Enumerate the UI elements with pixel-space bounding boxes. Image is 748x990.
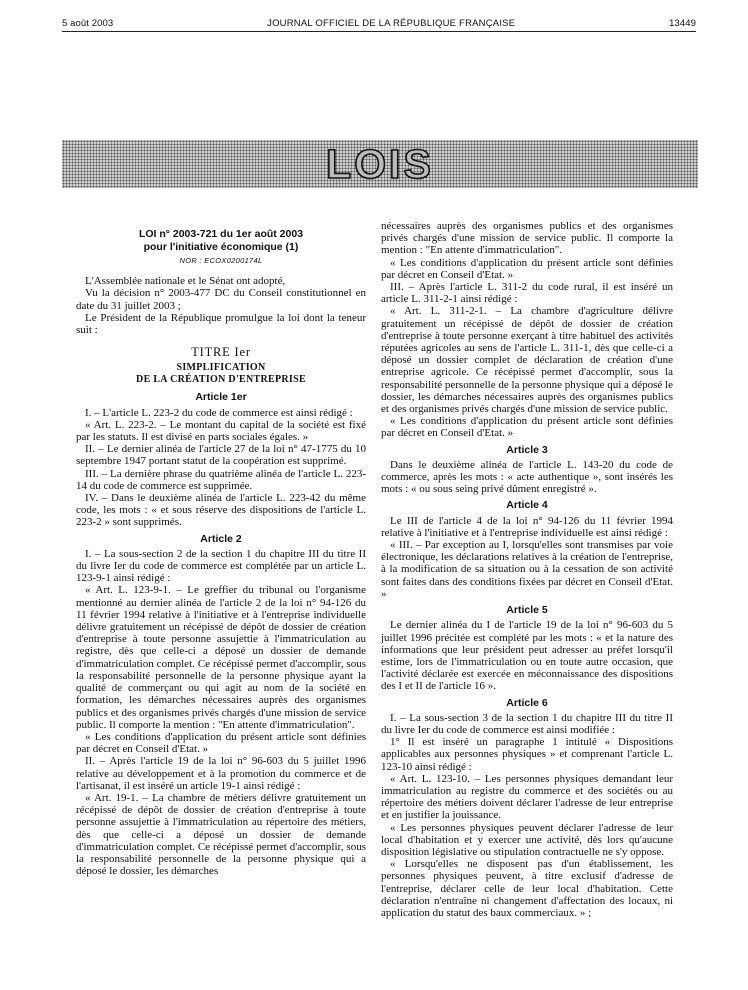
- article-heading: Article 5: [506, 604, 548, 617]
- paragraph: « Lorsqu'elles ne disposent pas d'un établissement, les personnes physiques peuvent, à titre exclusif d'adresse de l'entreprise, déclarer celle de leur local d'habitation. Cette déclaration n'entraîne ni changement d'affectation des locaux, ni application du statut des baux commerciaux. » ;: [381, 858, 673, 919]
- paragraph: L'Assemblée nationale et le Sénat ont adopté,: [85, 275, 286, 288]
- paragraph: « Les conditions d'application du présent article sont définies par décret en Conseil d'Etat. »: [381, 256, 673, 281]
- banner-title: LOIS: [326, 140, 434, 187]
- paragraph: « Les personnes physiques peuvent déclarer l'adresse de leur local d'habitation et y exercer une activité, dès lors qu'aucune disposition législative ou stipulation contractuelle ne s'y oppose.: [381, 821, 673, 858]
- paragraph: Vu la décision n° 2003-477 DC du Conseil constitutionnel en date du 31 juillet 2003 ;: [76, 287, 366, 312]
- law-title-line1: LOI n° 2003-721 du 1er août 2003: [138, 228, 304, 240]
- paragraph: « Art. L. 311-2-1. – La chambre d'agriculture délivre gratuitement un récépissé de dépôt de dossier de création d'entreprise à toute personne exerçant à titre habituel des activités réputées agricoles au sens de l'article L. 311-1, dès que celle-ci a déposé un dossier complet de déclaration de création d'une entreprise agricole. Ce récépissé permet d'accomplir, sous la responsabilité personnelle de la personne physique qui a déposé le dossier, les démarches nécessaires auprès des organismes publics et des organismes privés chargés d'une mission de service public.: [381, 305, 673, 416]
- titre-heading: TITRE Ier: [191, 345, 251, 360]
- titre-subheading: [76, 362, 366, 386]
- article-heading: Article 1er: [195, 391, 247, 404]
- header-date: 5 août 2003: [62, 17, 114, 29]
- paragraph: III. – Après l'article L. 311-2 du code rural, il est inséré un article L. 311-2-1 ainsi rédigé :: [381, 281, 673, 306]
- section-banner: [62, 140, 698, 188]
- paragraph: Le dernier alinéa du I de l'article 19 de la loi n° 96-603 du 5 juillet 1996 précitée est complété par les mots : « et la nature des informations que leur président peut adresser au préfet lorsqu'il estime, lors de l'immatriculation ou en toute autre occasion, que l'activité déclarée est exercée en méconnaissance des dispositions des I et II de l'article 16 ».: [381, 619, 673, 693]
- paragraph: « Art. L. 123-9-1. – Le greffier du tribunal ou l'organisme mentionné au dernier alinéa de l'article 2 de la loi n° 94-126 du 11 février 1994 relative à l'initiative et à l'entreprise individuelle délivre gratuitement un récépissé de dépôt de dossier de création d'entreprise à toute personne assujettie à l'immatriculation au registre, dès que celle-ci a déposé un dossier de demande d'immatriculation complet. Ce récépissé permet d'accomplir, sous la responsabilité personnelle de la personne physique ayant la qualité de commerçant ou qui agit au nom de la société en formation, les démarches nécessaires auprès des organismes publics et des organismes privés chargés d'une mission de service public. Il comporte la mention : "En attente d'immatriculation".: [76, 584, 366, 731]
- law-title-line2: pour l'initiative économique (1): [143, 240, 299, 253]
- paragraph: I. – La sous-section 2 de la section 1 du chapitre III du titre II du livre Ier du code de commerce est complétée par un article L. 123-9-1 ainsi rédigé :: [76, 547, 366, 585]
- paragraph: IV. – Dans le deuxième alinéa de l'article L. 223-42 du même code, les mots : « et sous réserve des dispositions de l'article L. 223-2 » sont supprimés.: [76, 492, 366, 529]
- paragraph: « Art. L. 223-2. – Le montant du capital de la société est fixé par les statuts. Il est divisé en parts sociales égales. »: [76, 418, 366, 444]
- paragraph: « III. – Par exception au I, lorsqu'elles sont transmises par voie électronique, les déclarations relatives à la création de l'entreprise, à la modification de sa situation ou à la cessation de son activité sont faites dans des conditions fixées par décret en Conseil d'Etat. »: [381, 539, 673, 600]
- paragraph: « Art. 19-1. – La chambre de métiers délivre gratuitement un récépissé de dépôt de dossier de création d'entreprise à toute personne assujettie à l'immatriculation au répertoire des métiers, dès que celle-ci a déposé un dossier de demande d'immatriculation complet. Ce récépissé permet d'accomplir, sous la responsabilité personnelle de la personne physique qui a déposé le dossier, les démarches: [76, 791, 366, 878]
- left-column: [76, 222, 366, 877]
- paragraph: 1° Il est inséré un paragraphe 1 intitulé « Dispositions applicables aux personnes physiques » et comprenant l'article L. 123-10 ainsi rédigé :: [381, 736, 673, 773]
- paragraph: nécessaires auprès des organismes publics et des organismes privés chargés d'une mission de service public. Il comporte la mention : "En attente d'immatriculation".: [381, 220, 673, 257]
- right-column: [381, 220, 673, 919]
- paragraph: III. – La dernière phrase du quatrième alinéa de l'article L. 223-14 du code de commerce est supprimée.: [76, 467, 366, 492]
- titre-subheading-line2: DE LA CRÉATION D'ENTREPRISE: [136, 374, 306, 386]
- article-heading: Article 6: [506, 696, 548, 709]
- paragraph: Dans le deuxième alinéa de l'article L. 143-20 du code de commerce, après les mots : « acte authentique », sont insérés les mots : « ou sous seing privé dûment enregistré ».: [381, 458, 673, 496]
- paragraph: Le III de l'article 4 de la loi n° 94-126 du 11 février 1994 relative à l'initiative et à l'entreprise individuelle est ainsi rédigé :: [381, 514, 673, 539]
- paragraph: « Les conditions d'application du présent article sont définies par décret en Conseil d'Etat. »: [381, 415, 673, 440]
- nor-text: NOR : ECOX0200174L: [179, 256, 263, 265]
- paragraph: I. – La sous-section 3 de la section 1 du chapitre III du titre II du livre Ier du code de commerce est ainsi modifiée :: [381, 711, 673, 736]
- paragraph: « Les conditions d'application du présent article sont définies par décret en Conseil d'Etat. »: [76, 730, 366, 756]
- header-journal-title: JOURNAL OFFICIEL DE LA RÉPUBLIQUE FRANÇAISE: [267, 17, 516, 29]
- page-header: [62, 15, 696, 32]
- article-heading: Article 3: [506, 443, 548, 456]
- nor-reference: [76, 255, 366, 267]
- header-page-number: 13449: [669, 17, 696, 29]
- article-heading: Article 4: [506, 499, 548, 512]
- paragraph: I. – L'article L. 223-2 du code de commerce est ainsi rédigé :: [85, 406, 353, 419]
- paragraph: « Art. L. 123-10. – Les personnes physiques demandant leur immatriculation au registre du commerce et des sociétés ou au répertoire des métiers doivent déclarer l'adresse de leur entreprise et en justifier la jouissance.: [381, 772, 673, 822]
- paragraph: Le Président de la République promulgue la loi dont la teneur suit :: [76, 311, 366, 337]
- article-heading: Article 2: [200, 532, 242, 545]
- titre-subheading-line1: SIMPLIFICATION: [176, 362, 266, 374]
- paragraph: II. – Après l'article 19 de la loi n° 96-603 du 5 juillet 1996 relative au développement et à la promotion du commerce et de l'artisanat, il est inséré un article 19-1 ainsi rédigé :: [76, 755, 366, 792]
- paragraph: II. – Le dernier alinéa de l'article 27 de la loi n° 47-1775 du 10 septembre 1947 portant statut de la coopération est supprimé.: [76, 443, 366, 468]
